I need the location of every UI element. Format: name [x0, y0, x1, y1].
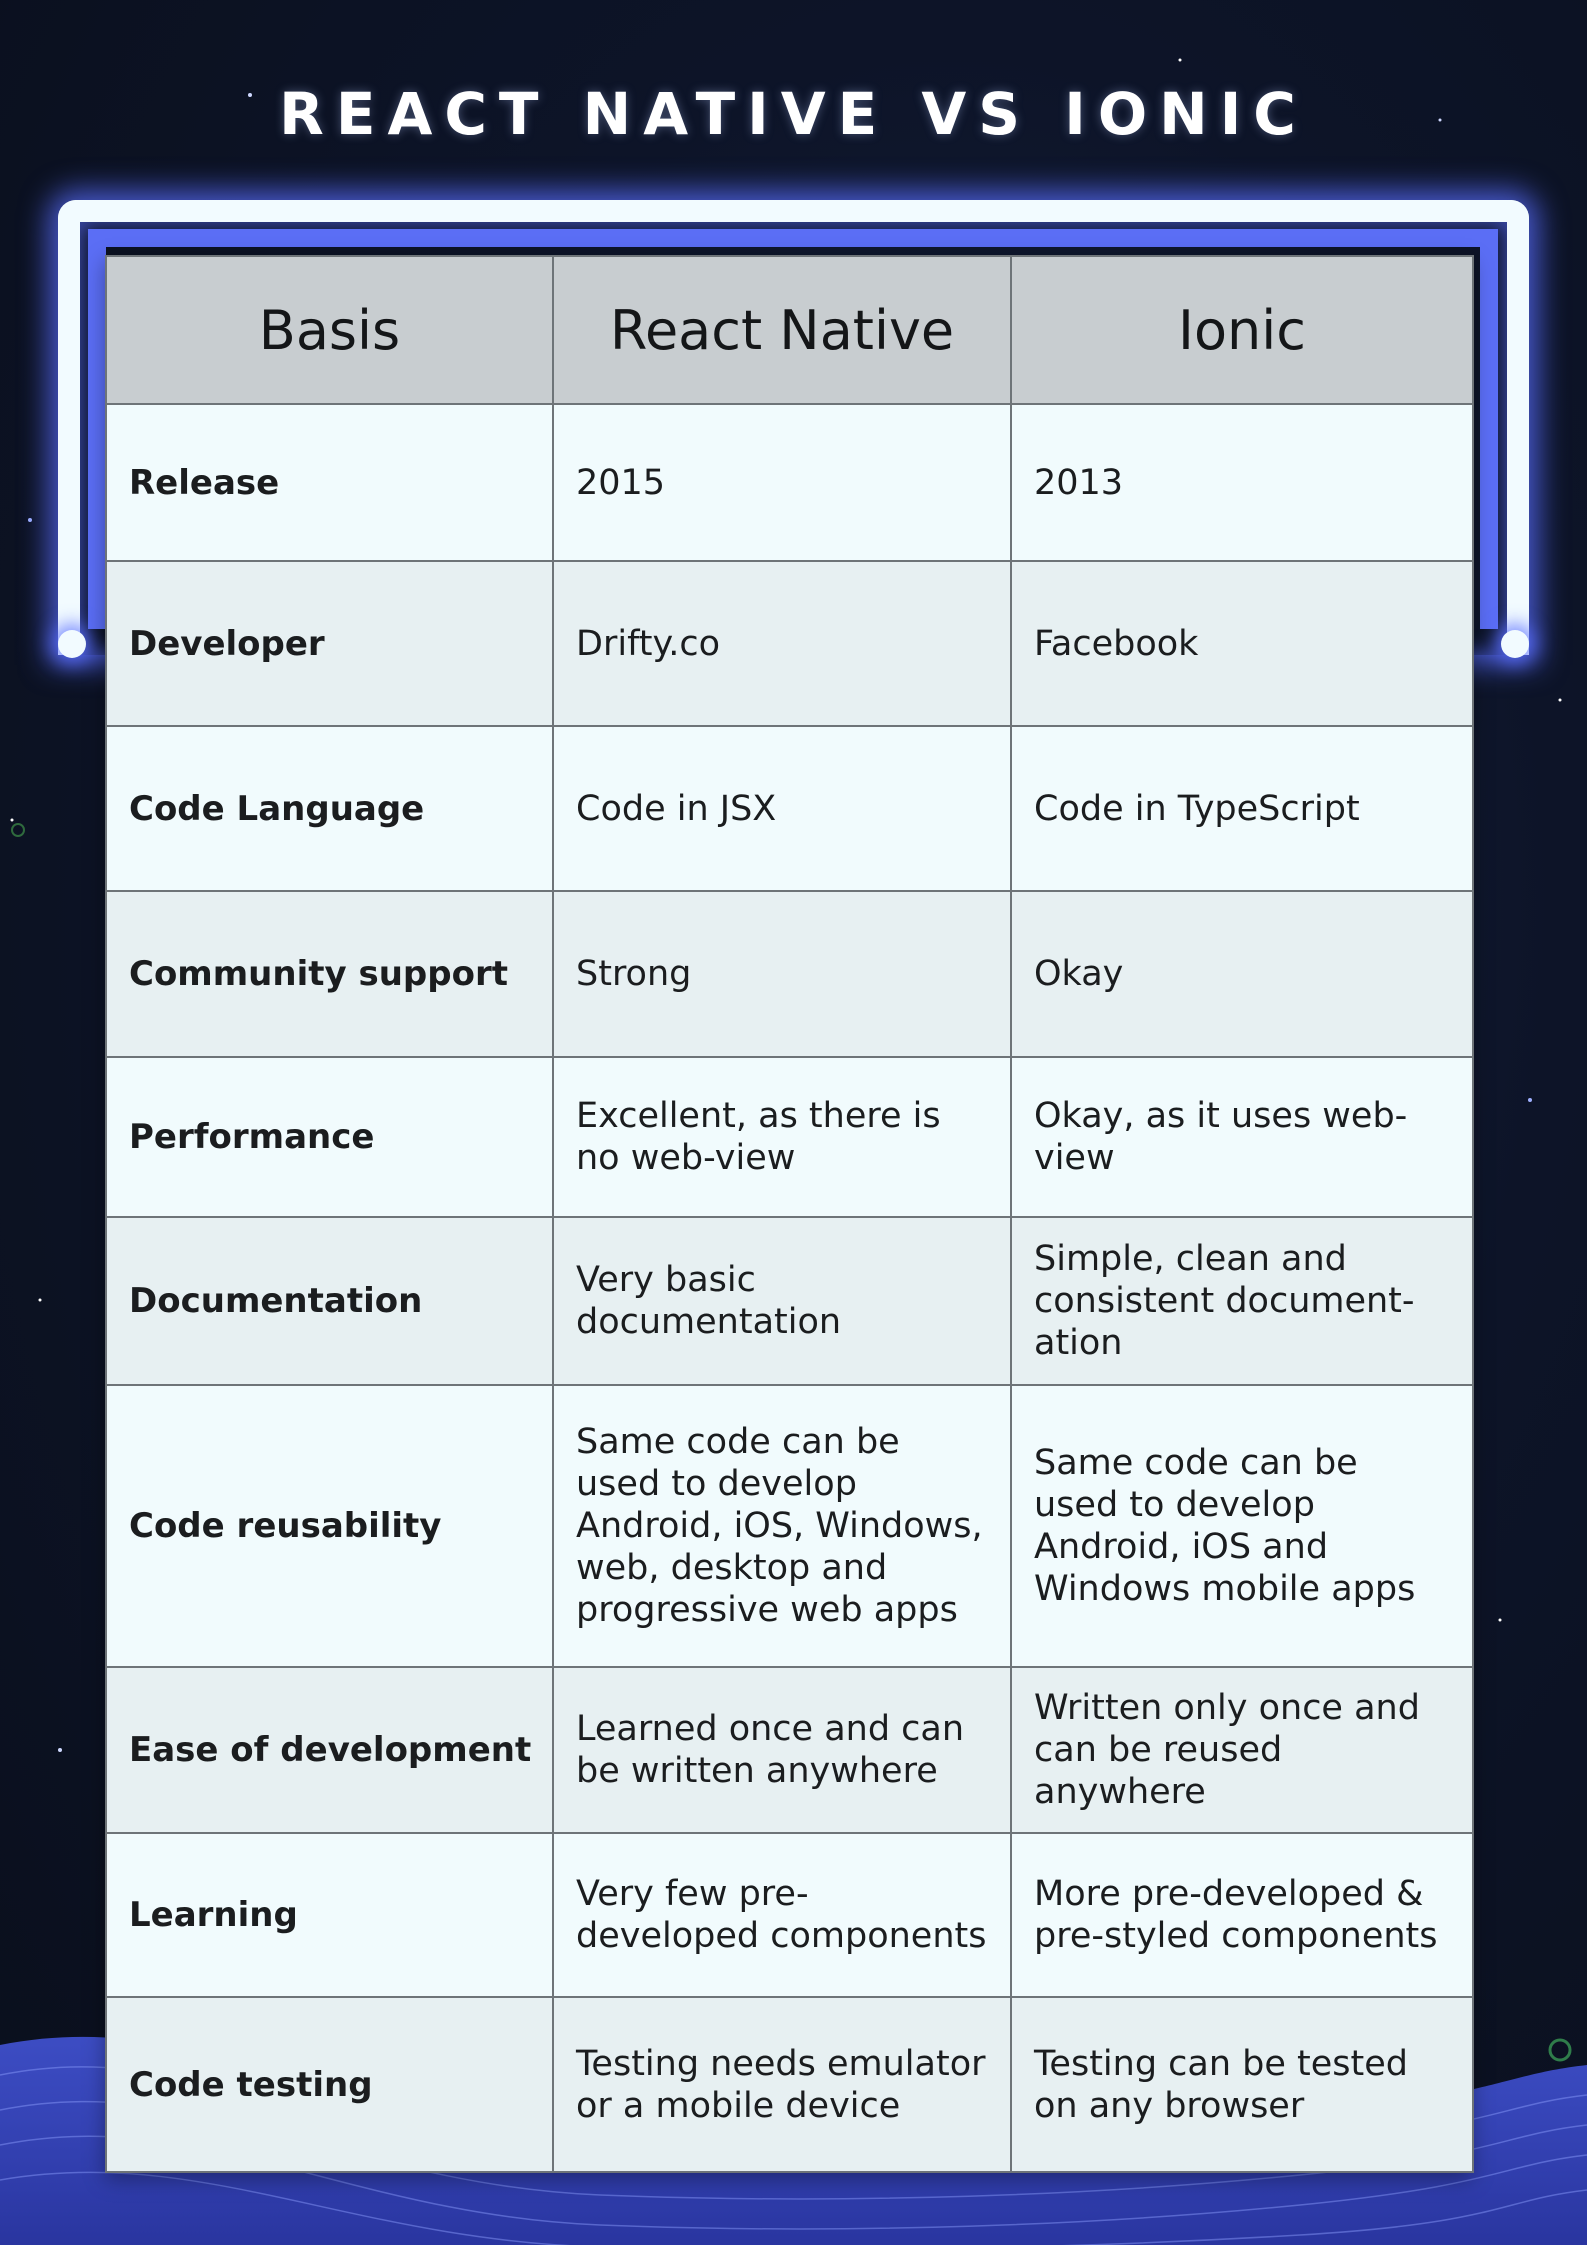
basis-cell: Ease of development — [106, 1667, 553, 1833]
table-row — [106, 1667, 1473, 1833]
react-native-cell: Learned once and can be written anywhere — [553, 1667, 1011, 1833]
basis-cell: Release — [106, 404, 553, 561]
header-basis: Basis — [106, 256, 553, 404]
ionic-cell: Facebook — [1011, 561, 1473, 726]
basis-cell: Documentation — [106, 1217, 553, 1385]
react-native-cell: Same code can be used to develop Android, iOS, Windows, web, desktop and progressive web apps — [553, 1385, 1011, 1667]
table-row — [106, 1057, 1473, 1217]
ionic-cell: Testing can be tested on any browser — [1011, 1997, 1473, 2172]
neon-frame-cap-right — [1501, 630, 1529, 658]
ionic-cell: Okay, as it uses web-view — [1011, 1057, 1473, 1217]
basis-cell: Code testing — [106, 1997, 553, 2172]
ionic-cell: Okay — [1011, 891, 1473, 1057]
header-react-native: React Native — [553, 256, 1011, 404]
react-native-cell: Testing needs emulator or a mobile device — [553, 1997, 1011, 2172]
page-title: REACT NATIVE VS IONIC — [279, 80, 1308, 148]
react-native-cell: Very few pre-developed components — [553, 1833, 1011, 1997]
table-row — [106, 404, 1473, 561]
basis-cell: Performance — [106, 1057, 553, 1217]
basis-cell: Code Language — [106, 726, 553, 891]
ionic-cell: 2013 — [1011, 404, 1473, 561]
neon-frame-cap-left — [58, 630, 86, 658]
react-native-cell: Drifty.co — [553, 561, 1011, 726]
react-native-cell: Very basic documentation — [553, 1217, 1011, 1385]
basis-cell: Developer — [106, 561, 553, 726]
ionic-cell: Simple, clean and consistent document-ation — [1011, 1217, 1473, 1385]
table-row — [106, 1997, 1473, 2172]
react-native-cell: Excellent, as there is no web-view — [553, 1057, 1011, 1217]
react-native-cell: 2015 — [553, 404, 1011, 561]
table-row — [106, 1833, 1473, 1997]
basis-cell: Community support — [106, 891, 553, 1057]
ionic-cell: More pre-developed & pre-styled components — [1011, 1833, 1473, 1997]
comparison-table — [105, 255, 1472, 2173]
header-ionic: Ionic — [1011, 256, 1473, 404]
table-row — [106, 1385, 1473, 1667]
ionic-cell: Same code can be used to develop Android, iOS and Windows mobile apps — [1011, 1385, 1473, 1667]
react-native-cell: Strong — [553, 891, 1011, 1057]
basis-cell: Learning — [106, 1833, 553, 1997]
table-row — [106, 726, 1473, 891]
table-row — [106, 891, 1473, 1057]
ionic-cell: Code in TypeScript — [1011, 726, 1473, 891]
basis-cell: Code reusability — [106, 1385, 553, 1667]
table-row — [106, 1217, 1473, 1385]
react-native-cell: Code in JSX — [553, 726, 1011, 891]
ionic-cell: Written only once and can be reused anywhere — [1011, 1667, 1473, 1833]
table-header-row — [106, 256, 1473, 404]
table-row — [106, 561, 1473, 726]
